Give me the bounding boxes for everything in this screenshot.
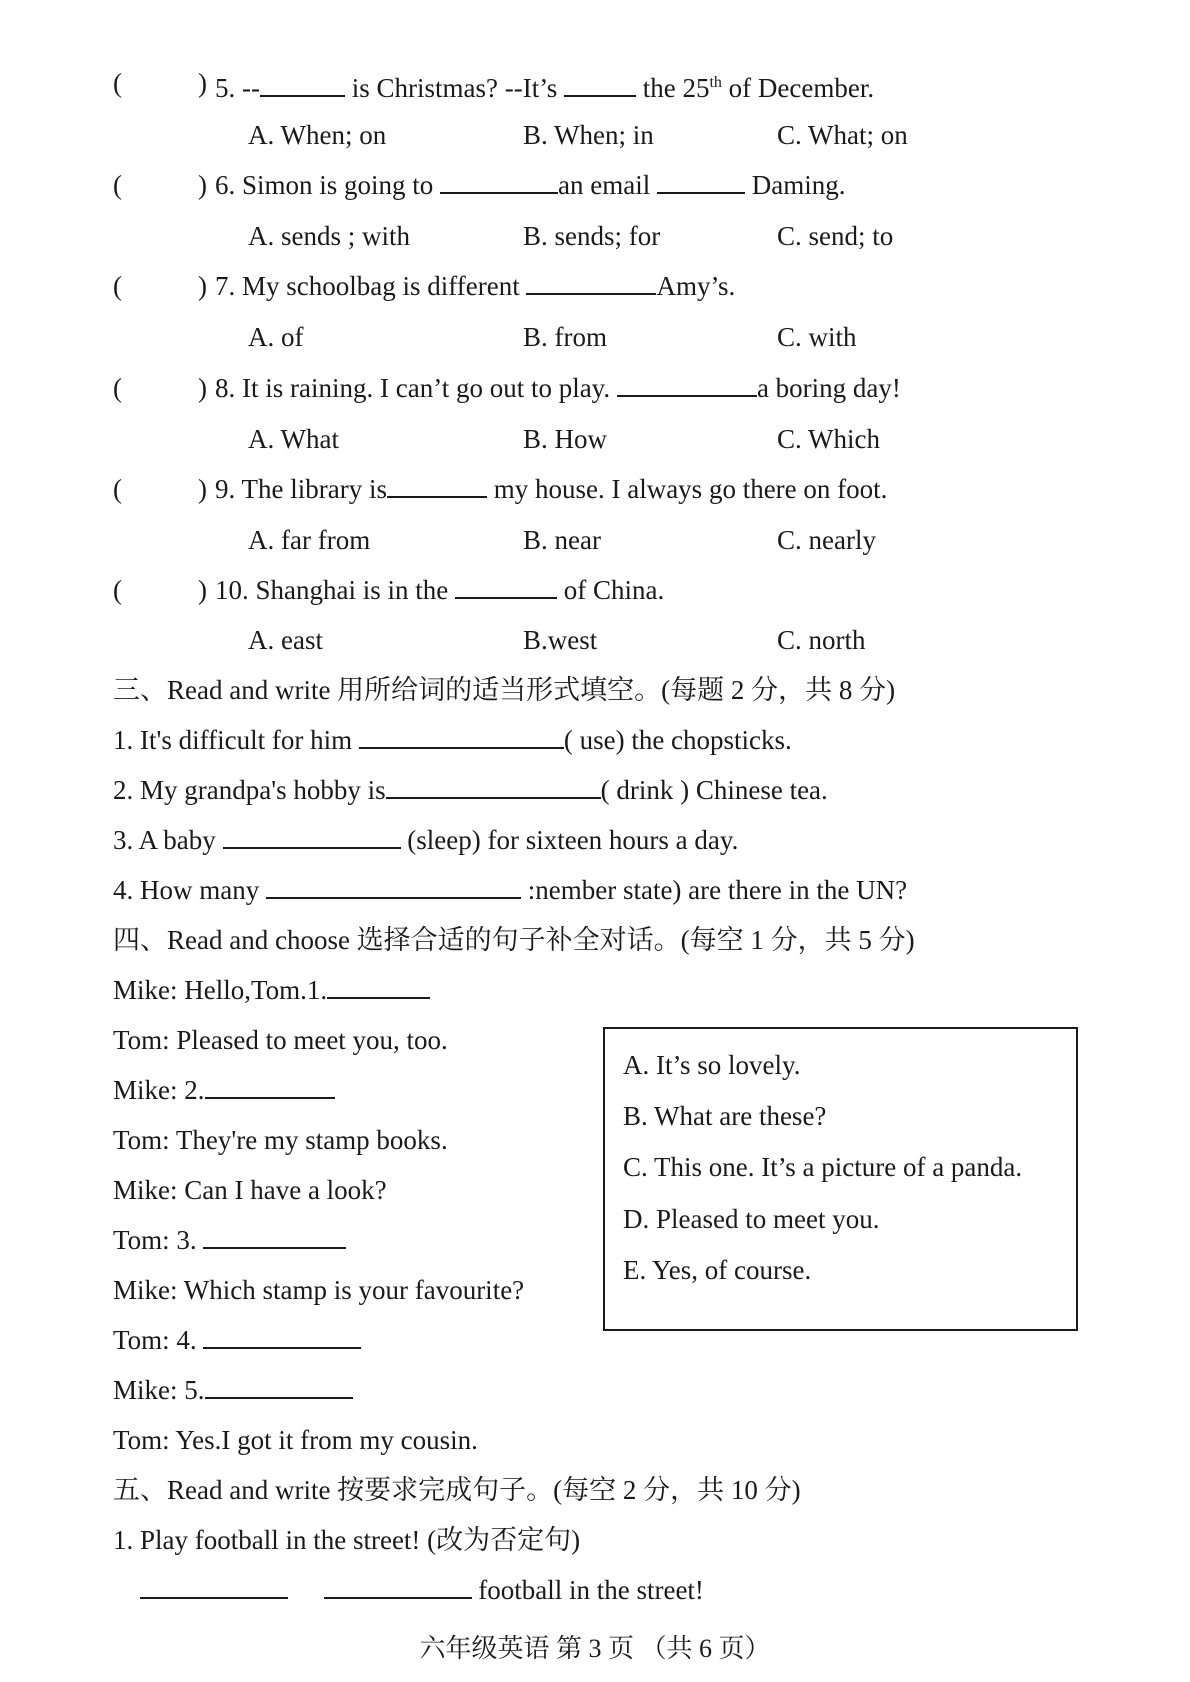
question-text: 5. -- is Christmas? --It’s the 25th of December. [215, 73, 875, 103]
choice-e: E. Yes, of course. [623, 1255, 812, 1285]
fill-blank[interactable] [386, 775, 601, 799]
dialogue-line: Mike: Hello,Tom.1. [113, 973, 430, 1007]
dialogue-line: Tom: They're my stamp books. [113, 1125, 448, 1155]
fill-blank[interactable] [324, 1575, 472, 1599]
fill-item-4: 4. How many :nember state) are there in the UN? [113, 875, 908, 905]
fill-blank[interactable] [205, 1075, 335, 1099]
rewrite-answer-1: football in the street! [140, 1573, 704, 1607]
question-text: 7. My schoolbag is different Amy’s. [215, 271, 736, 301]
dialogue-line: Tom: Pleased to meet you, too. [113, 1025, 448, 1055]
fill-blank[interactable] [359, 725, 564, 749]
dialogue-line: Mike: Which stamp is your favourite? [113, 1275, 525, 1305]
option-c[interactable]: C. north [777, 625, 866, 655]
fill-item-3: 3. A baby (sleep) for sixteen hours a day. [113, 825, 739, 855]
answer-paren-close: ) [198, 373, 207, 403]
option-c[interactable]: C. nearly [777, 525, 876, 555]
answer-paren-open[interactable]: ( [113, 373, 122, 403]
fill-blank[interactable] [203, 1225, 346, 1249]
dialogue-line: Tom: Yes.I got it from my cousin. [113, 1425, 478, 1455]
dialogue-line: Mike: 5. [113, 1373, 353, 1407]
fill-blank[interactable] [617, 373, 757, 397]
answer-paren-close: ) [198, 575, 207, 605]
answer-paren-open[interactable]: ( [113, 170, 122, 200]
question-text: 6. Simon is going to an email Daming. [215, 170, 846, 200]
answer-paren-close: ) [198, 271, 207, 301]
dialogue-line: Mike: Can I have a look? [113, 1175, 387, 1205]
option-b[interactable]: B. from [523, 322, 607, 352]
dialogue-line: Tom: 3. [113, 1223, 346, 1257]
dialogue-line: Mike: 2. [113, 1073, 335, 1107]
choices-box [603, 1027, 1078, 1331]
answer-paren-close: ) [198, 170, 207, 200]
fill-blank[interactable] [140, 1575, 288, 1599]
option-a[interactable]: A. east [248, 625, 323, 655]
fill-blank[interactable] [205, 1375, 353, 1399]
answer-paren-open[interactable]: ( [113, 474, 122, 504]
fill-blank[interactable] [657, 170, 745, 194]
choice-b: B. What are these? [623, 1101, 827, 1131]
fill-blank[interactable] [564, 73, 636, 97]
answer-paren-open[interactable]: ( [113, 271, 122, 301]
option-a[interactable]: A. far from [248, 525, 371, 555]
option-a[interactable]: A. What [248, 424, 339, 454]
option-a[interactable]: A. sends ; with [248, 221, 410, 251]
option-c[interactable]: C. send; to [777, 221, 894, 251]
question-text: 10. Shanghai is in the of China. [215, 575, 665, 605]
answer-paren-open[interactable]: ( [113, 575, 122, 605]
fill-blank[interactable] [440, 170, 558, 194]
fill-blank[interactable] [260, 73, 345, 97]
fill-item-1: 1. It's difficult for him ( use) the chopsticks. [113, 725, 792, 755]
option-c[interactable]: C. Which [777, 424, 880, 454]
fill-blank[interactable] [203, 1325, 361, 1349]
option-c[interactable]: C. with [777, 322, 857, 352]
fill-blank[interactable] [455, 575, 557, 599]
rewrite-question-1: 1. Play football in the street! (改为否定句) [113, 1525, 581, 1555]
choice-d: D. Pleased to meet you. [623, 1204, 880, 1234]
fill-blank[interactable] [387, 474, 487, 498]
answer-paren-close: ) [198, 474, 207, 504]
fill-item-2: 2. My grandpa's hobby is ( drink ) Chinese tea. [113, 775, 828, 805]
section-3-heading: 三、Read and write 用所给词的适当形式填空。(每题 2 分，共 8 分) [113, 675, 896, 705]
fill-blank[interactable] [266, 875, 521, 899]
choice-c: C. This one. It’s a picture of a panda. [623, 1152, 1023, 1182]
dialogue-line: Tom: 4. [113, 1323, 361, 1357]
fill-blank[interactable] [327, 975, 430, 999]
option-b[interactable]: B. When; in [523, 120, 654, 150]
option-c[interactable]: C. What; on [777, 120, 908, 150]
section-5-heading: 五、Read and write 按要求完成句子。(每空 2 分，共 10 分) [113, 1475, 801, 1505]
option-b[interactable]: B. near [523, 525, 601, 555]
question-text: 9. The library is my house. I always go there on foot. [215, 474, 888, 504]
option-b[interactable]: B.west [523, 625, 598, 655]
option-a[interactable]: A. When; on [248, 120, 387, 150]
answer-paren-close: ) [198, 68, 207, 98]
question-text: 8. It is raining. I can’t go out to play. a boring day! [215, 373, 901, 403]
option-b[interactable]: B. How [523, 424, 608, 454]
fill-blank[interactable] [526, 271, 656, 295]
fill-blank[interactable] [223, 825, 401, 849]
option-b[interactable]: B. sends; for [523, 221, 661, 251]
page-footer: 六年级英语 第 3 页 （共 6 页） [419, 1634, 771, 1663]
choice-a: A. It’s so lovely. [623, 1050, 801, 1080]
option-a[interactable]: A. of [248, 322, 304, 352]
answer-paren-open[interactable]: ( [113, 68, 122, 98]
section-4-heading: 四、Read and choose 选择合适的句子补全对话。(每空 1 分，共 5 分) [113, 925, 915, 955]
